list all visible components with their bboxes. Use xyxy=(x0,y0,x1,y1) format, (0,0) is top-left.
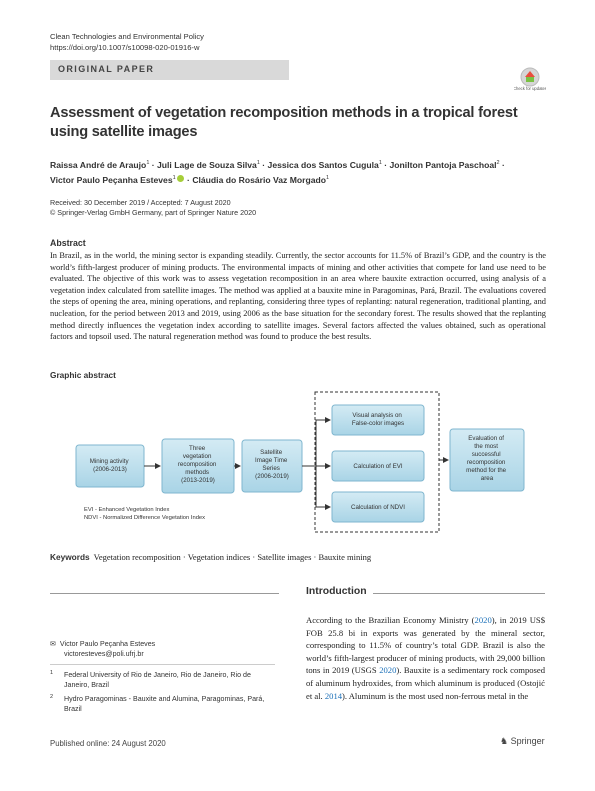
author-name[interactable]: Victor Paulo Peçanha Esteves xyxy=(50,174,173,185)
box-line: (2006-2019) xyxy=(255,473,289,480)
box-line: False-color images xyxy=(351,420,405,427)
affiliation-item xyxy=(50,671,275,690)
keywords-list: Vegetation recomposition · Vegetation indices · Satellite images · Bauxite mining xyxy=(93,552,372,562)
introduction-heading: Introduction xyxy=(306,586,373,597)
author-affiliation-mark: 1 xyxy=(326,174,330,181)
box-line: Evaluation of xyxy=(468,435,505,442)
author-affiliation-mark: 1 xyxy=(172,174,176,181)
box-line: vegetation xyxy=(182,453,212,460)
publisher-name: Springer xyxy=(510,736,545,746)
crossmark-label: Check for updates xyxy=(514,86,546,91)
box-line: Three xyxy=(189,445,206,452)
journal-name: Clean Technologies and Environmental Policy xyxy=(50,32,204,41)
author-name[interactable]: Jonilton Pantoja Paschoal xyxy=(389,159,497,170)
box-line: Image Time xyxy=(254,457,288,464)
visual-analysis-box xyxy=(332,405,424,435)
article-type-label: ORIGINAL PAPER xyxy=(58,64,155,74)
affiliation-number: 1 xyxy=(50,670,54,676)
box-line: successful xyxy=(471,451,501,458)
journal-header xyxy=(50,31,204,53)
box-line: methods xyxy=(185,469,209,476)
box-line: recomposition xyxy=(177,461,217,468)
svg-text:Visual analysis on Fal xyxy=(352,412,404,427)
box-line: Mining activity xyxy=(89,458,129,465)
section-divider xyxy=(50,593,279,594)
springer-horse-icon: ♞ xyxy=(500,736,509,746)
intro-text-part: ). Bauxite is a sedimentary rock composed of aluminum hydroxides, from which aluminum is produced (Ostojić et al. xyxy=(306,665,546,701)
affiliations xyxy=(50,671,275,719)
svg-text:Mining activity (2006- xyxy=(90,458,131,473)
intro-text-part: ). Aluminum is the most used non-ferrous metal in the xyxy=(342,690,529,701)
box-line: Calculation of NDVI xyxy=(351,504,405,511)
graphic-abstract-heading: Graphic abstract xyxy=(50,370,116,380)
ndvi-calculation-box xyxy=(332,492,424,522)
keywords-label: Keywords xyxy=(50,552,90,562)
author-name[interactable]: Juli Lage de Souza Silva xyxy=(157,159,257,170)
citation-link[interactable]: 2014 xyxy=(324,690,343,701)
intro-text-part: ), in 2019 US$ FOB 25.8 bi in exports was generated by the mineral sector, corresponding to 11.5% of country’s total GDP. Brazil is also the world’s fifth-largest producer of mining products, with 29,000 billion tons in 2019 (USGS xyxy=(306,615,545,676)
abstract-text: In Brazil, as in the world, the mining sector is expanding steadily. Currently, the sector accounts for 11.5% of Brazil’s GDP, and the country is the world’s fifth-largest producer of mining products. The environmental impacts of mining and other activities that compete for land use need to be evaluated. The objective of this work was to assess vegetation recomposition in an area where bauxite extraction occurred, using analysis of a vegetation index calculated from satellite images. The method was applied at a bauxite mine in Paragominas, Pará, Brazil. The evaluations covered the steps of opening the area, mining operations, and replanting, considering three types of replanting: natural regeneration, traditional planting, and nucleation, for the period between 2013 and 2019, using 2006 as the base situation for the secondary forest. The results showed that the replanting method directly influences the vegetation index according to satellite images. Several factors affected the values obtained, such as operational factors and topsoil used. The natural regeneration method was found to produce the best results. xyxy=(50,251,546,342)
affiliation-text: Federal University of Rio de Janeiro, Rio de Janeiro, Rio de Janeiro, Brazil xyxy=(64,671,251,689)
citation-link[interactable]: 2020 xyxy=(379,665,397,676)
abstract-heading: Abstract xyxy=(50,238,86,248)
affiliation-number: 2 xyxy=(50,694,54,701)
published-online: Published online: 24 August 2020 xyxy=(50,739,166,748)
figure-legend-line: NDVI - Normalized Difference Vegetation Index xyxy=(84,515,206,521)
box-line: Visual analysis on xyxy=(352,412,402,419)
box-line: area xyxy=(480,475,494,482)
paper-title: Assessment of vegetation recomposition methods in a tropical forest using satellite images xyxy=(50,105,518,140)
doi-link[interactable]: https://doi.org/10.1007/s10098-020-01916-w xyxy=(50,43,200,52)
box-line: Series xyxy=(262,465,280,472)
keywords xyxy=(50,552,371,562)
orcid-icon[interactable] xyxy=(177,175,184,182)
author-affiliation-mark: 1 xyxy=(256,160,260,166)
article-type-banner xyxy=(50,60,289,80)
envelope-icon: ✉ xyxy=(50,640,56,648)
author-name[interactable]: Raissa André de Araujo xyxy=(50,159,147,170)
author-affiliation-mark: 1 xyxy=(378,160,382,166)
corresponding-author xyxy=(50,640,275,659)
satellite-series-box xyxy=(242,440,302,492)
publisher-logo xyxy=(500,736,545,747)
box-line: (2006-2013) xyxy=(93,466,127,473)
corresponding-author-email[interactable]: victoresteves@poli.ufrj.br xyxy=(64,649,144,658)
box-line: (2013-2019) xyxy=(181,477,215,484)
introduction-text xyxy=(306,614,545,702)
received-accepted: Received: 30 December 2019 / Accepted: 7 August 2020 xyxy=(50,198,231,207)
check-for-updates-badge[interactable] xyxy=(514,66,546,96)
author-affiliation-mark: 2 xyxy=(496,160,500,166)
box-line: method for the xyxy=(466,467,507,474)
affiliation-text: Hydro Paragominas - Bauxite and Alumina, Paragominas, Pará, Brazil xyxy=(64,695,265,713)
replanting-methods-box xyxy=(162,439,234,493)
box-line: Satellite xyxy=(260,449,283,456)
copyright: © Springer-Verlag GmbH Germany, part of Springer Nature 2020 xyxy=(50,208,257,217)
article-dates xyxy=(50,198,256,218)
figure-legend-line: EVI - Enhanced Vegetation Index xyxy=(84,507,170,513)
intro-text-part: According to the Brazilian Economy Ministry ( xyxy=(306,615,475,625)
crossmark-icon xyxy=(514,66,546,96)
evi-calculation-box xyxy=(332,451,424,481)
box-line: the most xyxy=(474,443,498,450)
author-name[interactable]: Cláudia do Rosário Vaz Morgado xyxy=(192,174,327,185)
affiliation-item xyxy=(50,695,275,714)
author-list: Raissa André de Araujo$^1$ · Juli Lage de Souza Silva$^1$ · Jessica dos Santos Cugula$^1$ · Jonilton Pantoja Paschoal$^2$ · Victor Paulo Peçanha Esteves$^1$ · Cláudia do Rosário Vaz Morgado$^1$ xyxy=(50,159,505,185)
author-affiliation-mark: 1 xyxy=(146,160,150,166)
box-line: Calculation of EVI xyxy=(353,463,403,470)
mining-activity-box xyxy=(76,445,144,487)
graphic-abstract-figure xyxy=(70,388,530,538)
footnote-divider xyxy=(50,664,275,665)
box-line: recomposition xyxy=(466,459,506,466)
evaluation-box xyxy=(450,429,524,491)
author-name[interactable]: Jessica dos Santos Cugula xyxy=(267,159,379,170)
citation-link[interactable]: 2020 xyxy=(474,615,492,625)
corresponding-author-name: Victor Paulo Peçanha Esteves xyxy=(59,640,156,648)
